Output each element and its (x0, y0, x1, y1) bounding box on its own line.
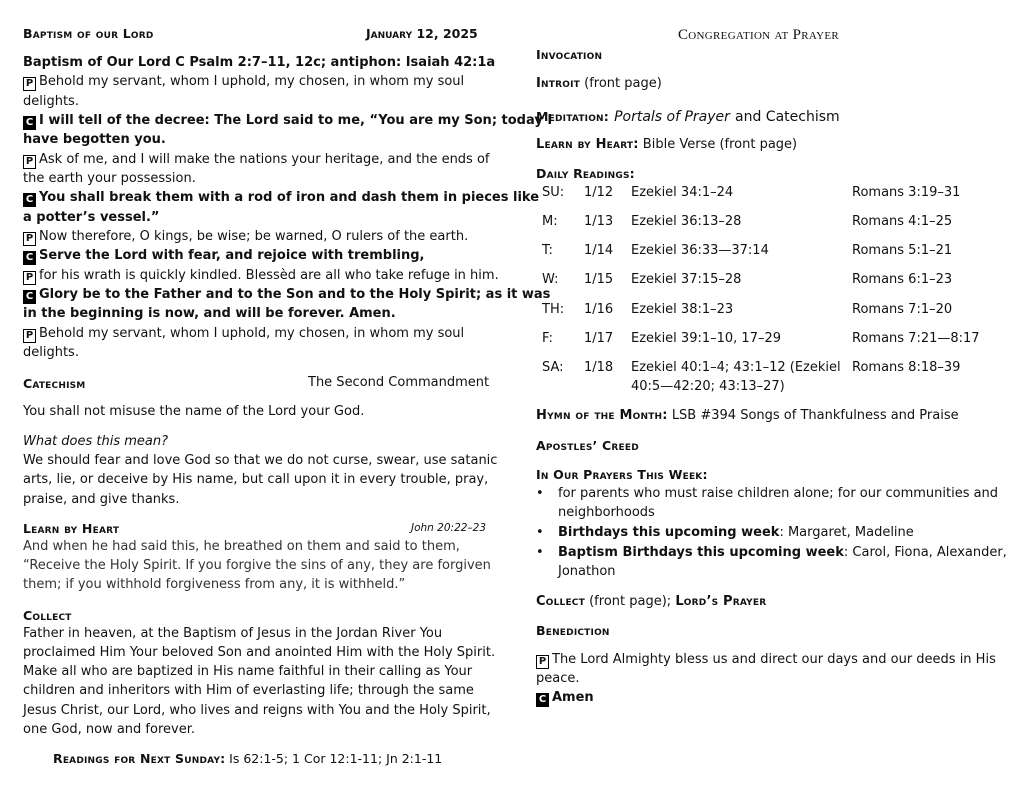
page-header-title: Baptism of our Lord (23, 26, 154, 41)
psalm-line: a potter’s vessel.” (23, 210, 160, 225)
psalm-line: P Now therefore, O kings, be wise; be warned, O rulers of the earth. (23, 229, 468, 246)
meditation-book: Portals of Prayer (614, 109, 730, 125)
collect-prayer-line (536, 594, 766, 609)
introit-label: Introit (536, 76, 580, 91)
introit-line (536, 76, 662, 91)
learn-by-heart-verse: “Receive the Holy Spirit. If you forgive the sins of any, they are forgiven (23, 558, 491, 573)
next-sunday-text: Is 62:1-5; 1 Cor 12:1-11; Jn 2:1-11 (229, 751, 443, 766)
learn-by-heart-verse: them; if you withhold forgiveness from any, it is withheld.” (23, 577, 406, 592)
next-sunday-readings: Readings for Next Sunday: Is 62:1-5; 1 Cor 12:1-11; Jn 2:1-11 (53, 751, 443, 766)
psalm-line: the earth your possession. (23, 171, 196, 186)
collect-text: Jesus Christ, our Lord, who lives and reigns with You and the Holy Spirit, (23, 703, 491, 718)
collect-text: proclaimed Him Your beloved Son and anointed Him with the Holy Spirit. (23, 645, 496, 660)
commandment-text: You shall not misuse the name of the Lord your God. (23, 404, 365, 419)
catechism-answer: We should fear and love God so that we do not curse, swear, use satanic (23, 453, 498, 468)
pastor-marker: P (23, 155, 36, 169)
pastor-marker: P (23, 329, 36, 343)
catechism-question: What does this mean? (23, 434, 169, 449)
collect-text: one God, now and forever. (23, 722, 195, 737)
page-title: Congregation at Prayer (678, 27, 839, 43)
learn-by-heart-verse: And when he had said this, he breathed on them and said to them, (23, 539, 460, 554)
prayers-heading: In Our Prayers This Week: (536, 467, 708, 482)
creed-heading: Apostles’ Creed (536, 438, 639, 453)
congregation-marker: C (23, 116, 36, 130)
psalm-line: P Behold my servant, whom I uphold, my chosen, in whom my soul (23, 326, 464, 343)
collect-label: Collect (536, 594, 585, 609)
benediction-text: P The Lord Almighty bless us and direct our days and our deeds in His (536, 652, 996, 669)
learn-by-heart-reference: John 20:22–23 (411, 522, 487, 534)
collect-text: Father in heaven, at the Baptism of Jesus in the Jordan River You (23, 626, 443, 641)
psalm-line: C Glory be to the Father and to the Son and to the Holy Spirit; as it was (23, 287, 550, 304)
psalm-line: C You shall break them with a rod of iron and dash them in pieces like (23, 190, 539, 207)
pastor-marker: P (23, 271, 36, 285)
hymn-line (536, 408, 959, 423)
catechism-answer: arts, lie, or deceive by His name, but call upon it in every trouble, pray, (23, 472, 489, 487)
pastor-marker: P (23, 77, 36, 91)
catechism-heading: Catechism (23, 376, 86, 391)
invocation-heading: Invocation (536, 47, 603, 62)
learn-text: Bible Verse (front page) (642, 137, 798, 152)
bullet-icon: • (536, 545, 544, 560)
benediction-heading: Benediction (536, 623, 610, 638)
next-sunday-label: Readings for Next Sunday (53, 751, 221, 766)
psalm-heading: Baptism of Our Lord C Psalm 2:7–11, 12c; antiphon: Isaiah 42:1a (23, 55, 496, 70)
pastor-marker: P (23, 232, 36, 246)
amen-response: C Amen (536, 690, 594, 707)
congregation-marker: C (536, 693, 549, 707)
meditation-line (536, 106, 840, 125)
pastor-marker: P (536, 655, 549, 669)
bullet-icon: • (536, 486, 544, 501)
collect-note: (front page); (589, 594, 672, 609)
introit-note: (front page) (584, 76, 662, 91)
hymn-text: LSB #394 Songs of Thankfulness and Praise (671, 408, 959, 423)
psalm-line: delights. (23, 345, 79, 360)
daily-readings-heading: Daily Readings: (536, 166, 635, 181)
meditation-label: Meditation: (536, 109, 609, 124)
collect-heading: Collect (23, 608, 72, 623)
page-header-date: January 12, 2025 (366, 26, 478, 41)
hymn-label: Hymn of the Month: (536, 408, 668, 423)
psalm-line: have begotten you. (23, 132, 166, 147)
meditation-rest: and Catechism (735, 109, 840, 125)
lords-prayer-label: Lord’s Prayer (675, 594, 767, 609)
collect-text: Make all who are baptized in His name faithful in their calling as Your (23, 664, 473, 679)
collect-text: children and inheritors with Him of everlasting life; through the same (23, 683, 474, 698)
congregation-marker: C (23, 193, 36, 207)
benediction-text: peace. (536, 671, 580, 686)
bullet-icon: • (536, 525, 544, 540)
psalm-line: P Behold my servant, whom I uphold, my chosen, in whom my soul (23, 74, 464, 91)
congregation-marker: C (23, 251, 36, 265)
psalm-line: P Ask of me, and I will make the nations your heritage, and the ends of (23, 152, 490, 169)
psalm-line: delights. (23, 94, 79, 109)
psalm-line: P for his wrath is quickly kindled. Blessèd are all who take refuge in him. (23, 268, 499, 285)
catechism-answer: praise, and give thanks. (23, 492, 180, 507)
learn-by-heart-heading: Learn by Heart (23, 521, 120, 536)
catechism-subtitle: The Second Commandment (308, 375, 490, 390)
learn-label: Learn by Heart: (536, 137, 639, 152)
psalm-line: C I will tell of the decree: The Lord said to me, “You are my Son; today I (23, 113, 552, 130)
psalm-line: C Serve the Lord with fear, and rejoice with trembling, (23, 248, 425, 265)
congregation-marker: C (23, 290, 36, 304)
learn-line (536, 137, 797, 152)
psalm-line: in the beginning is now, and will be forever. Amen. (23, 306, 396, 321)
